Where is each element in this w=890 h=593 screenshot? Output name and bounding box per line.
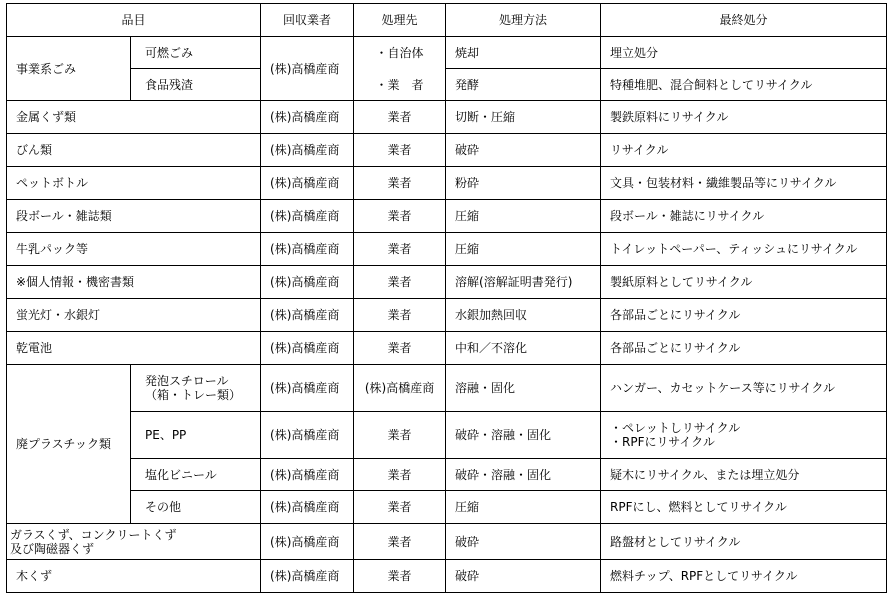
destination-line: ・業 者 <box>375 77 424 92</box>
item-name: びん類 <box>7 134 261 167</box>
collector-cell: (株)高橋産商 <box>261 560 354 593</box>
final-disposal-cell: 文具・包装材料・繊維製品等にリサイクル <box>601 167 887 200</box>
destination-cell: 業者 <box>354 560 446 593</box>
collector-cell: (株)高橋産商 <box>261 412 354 459</box>
collector-cell: (株)高橋産商 <box>261 266 354 299</box>
method-cell: 破砕 <box>446 134 601 167</box>
collector-cell: (株)高橋産商 <box>261 134 354 167</box>
final-disposal-line: ・RPFにリサイクル <box>610 435 715 449</box>
collector-cell: (株)高橋産商 <box>261 37 354 101</box>
final-disposal-cell: リサイクル <box>601 134 887 167</box>
destination-cell: 業者 <box>354 491 446 524</box>
header-destination: 処理先 <box>354 4 446 37</box>
final-disposal-cell: 路盤材としてリサイクル <box>601 524 887 560</box>
destination-cell: 業者 <box>354 524 446 560</box>
item-name: 段ボール・雑誌類 <box>7 200 261 233</box>
table-row <box>7 332 887 365</box>
table-row <box>7 167 887 200</box>
table-row <box>7 299 887 332</box>
final-disposal-cell: 埋立処分 <box>601 37 887 69</box>
destination-cell: 業者 <box>354 299 446 332</box>
final-disposal-cell: ハンガー、カセットケース等にリサイクル <box>601 365 887 412</box>
item-group: 廃プラスチック類 <box>7 365 131 524</box>
final-disposal-cell <box>601 412 887 459</box>
item-name-line: ガラスくず、コンクリートくず <box>10 527 177 542</box>
collector-cell: (株)高橋産商 <box>261 491 354 524</box>
destination-cell: 業者 <box>354 459 446 491</box>
table-row <box>7 200 887 233</box>
collector-cell: (株)高橋産商 <box>261 200 354 233</box>
method-cell: 水銀加熱回収 <box>446 299 601 332</box>
method-cell: 破砕 <box>446 560 601 593</box>
header-method: 処理方法 <box>446 4 601 37</box>
header-item: 品目 <box>7 4 261 37</box>
destination-cell: 業者 <box>354 200 446 233</box>
table-row <box>7 365 887 412</box>
header-final-disposal: 最終処分 <box>601 4 887 37</box>
method-cell: 圧縮 <box>446 491 601 524</box>
method-cell: 中和／不溶化 <box>446 332 601 365</box>
final-disposal-cell: 段ボール・雑誌にリサイクル <box>601 200 887 233</box>
method-cell: 溶解(溶解証明書発行) <box>446 266 601 299</box>
destination-cell: 業者 <box>354 101 446 134</box>
item-sub-line: （箱・トレー類） <box>145 388 242 402</box>
final-disposal-cell: 燃料チップ、RPFとしてリサイクル <box>601 560 887 593</box>
table-row <box>7 134 887 167</box>
item-name: 金属くず類 <box>7 101 261 134</box>
method-cell: 粉砕 <box>446 167 601 200</box>
item-name-line: 及び陶磁器くず <box>10 541 95 556</box>
item-name: 木くず <box>7 560 261 593</box>
destination-cell: 業者 <box>354 167 446 200</box>
header-row <box>7 4 887 37</box>
destination-cell: (株)高橋産商 <box>354 365 446 412</box>
table-row <box>7 69 887 101</box>
item-name: ※個人情報・機密書類 <box>7 266 261 299</box>
table-row <box>7 412 887 459</box>
item-sub: 塩化ビニール <box>131 459 261 491</box>
collector-cell: (株)高橋産商 <box>261 167 354 200</box>
collector-cell: (株)高橋産商 <box>261 101 354 134</box>
waste-disposal-table <box>6 3 887 593</box>
method-cell: 焼却 <box>446 37 601 69</box>
table-row <box>7 233 887 266</box>
collector-cell: (株)高橋産商 <box>261 459 354 491</box>
item-group: 事業系ごみ <box>7 37 131 101</box>
destination-cell: 業者 <box>354 134 446 167</box>
final-disposal-cell: 特種堆肥、混合飼料としてリサイクル <box>601 69 887 101</box>
item-sub: 食品残渣 <box>131 69 261 101</box>
method-cell: 破砕 <box>446 524 601 560</box>
item-name: ペットボトル <box>7 167 261 200</box>
collector-cell: (株)高橋産商 <box>261 299 354 332</box>
method-cell: 溶融・固化 <box>446 365 601 412</box>
table-row <box>7 101 887 134</box>
method-cell: 切断・圧縮 <box>446 101 601 134</box>
item-name: 牛乳パック等 <box>7 233 261 266</box>
method-cell: 破砕・溶融・固化 <box>446 459 601 491</box>
table-row <box>7 459 887 491</box>
item-name: 乾電池 <box>7 332 261 365</box>
table-row <box>7 560 887 593</box>
final-disposal-cell: トイレットペーパー、ティッシュにリサイクル <box>601 233 887 266</box>
destination-cell: 業者 <box>354 266 446 299</box>
final-disposal-cell: 各部品ごとにリサイクル <box>601 299 887 332</box>
collector-cell: (株)高橋産商 <box>261 524 354 560</box>
table-row <box>7 524 887 560</box>
item-sub: PE、PP <box>131 412 261 459</box>
destination-cell <box>354 37 446 101</box>
item-sub: 可燃ごみ <box>131 37 261 69</box>
final-disposal-cell: RPFにし、燃料としてリサイクル <box>601 491 887 524</box>
final-disposal-line: ・ペレットしリサイクル <box>610 421 741 435</box>
method-cell: 圧縮 <box>446 200 601 233</box>
final-disposal-cell: 疑木にリサイクル、または埋立処分 <box>601 459 887 491</box>
destination-line: ・自治体 <box>375 45 424 60</box>
table-row <box>7 37 887 69</box>
final-disposal-cell: 製鉄原料にリサイクル <box>601 101 887 134</box>
item-sub <box>131 365 261 412</box>
item-sub-line: 発泡スチロール <box>145 374 229 388</box>
destination-cell: 業者 <box>354 233 446 266</box>
final-disposal-cell: 製紙原料としてリサイクル <box>601 266 887 299</box>
destination-cell: 業者 <box>354 412 446 459</box>
item-name: 蛍光灯・水銀灯 <box>7 299 261 332</box>
method-cell: 破砕・溶融・固化 <box>446 412 601 459</box>
collector-cell: (株)高橋産商 <box>261 332 354 365</box>
collector-cell: (株)高橋産商 <box>261 365 354 412</box>
collector-cell: (株)高橋産商 <box>261 233 354 266</box>
final-disposal-cell: 各部品ごとにリサイクル <box>601 332 887 365</box>
method-cell: 圧縮 <box>446 233 601 266</box>
destination-cell: 業者 <box>354 332 446 365</box>
header-collector: 回収業者 <box>261 4 354 37</box>
method-cell: 発酵 <box>446 69 601 101</box>
item-name <box>7 524 261 560</box>
item-sub: その他 <box>131 491 261 524</box>
table-row <box>7 266 887 299</box>
table-row <box>7 491 887 524</box>
